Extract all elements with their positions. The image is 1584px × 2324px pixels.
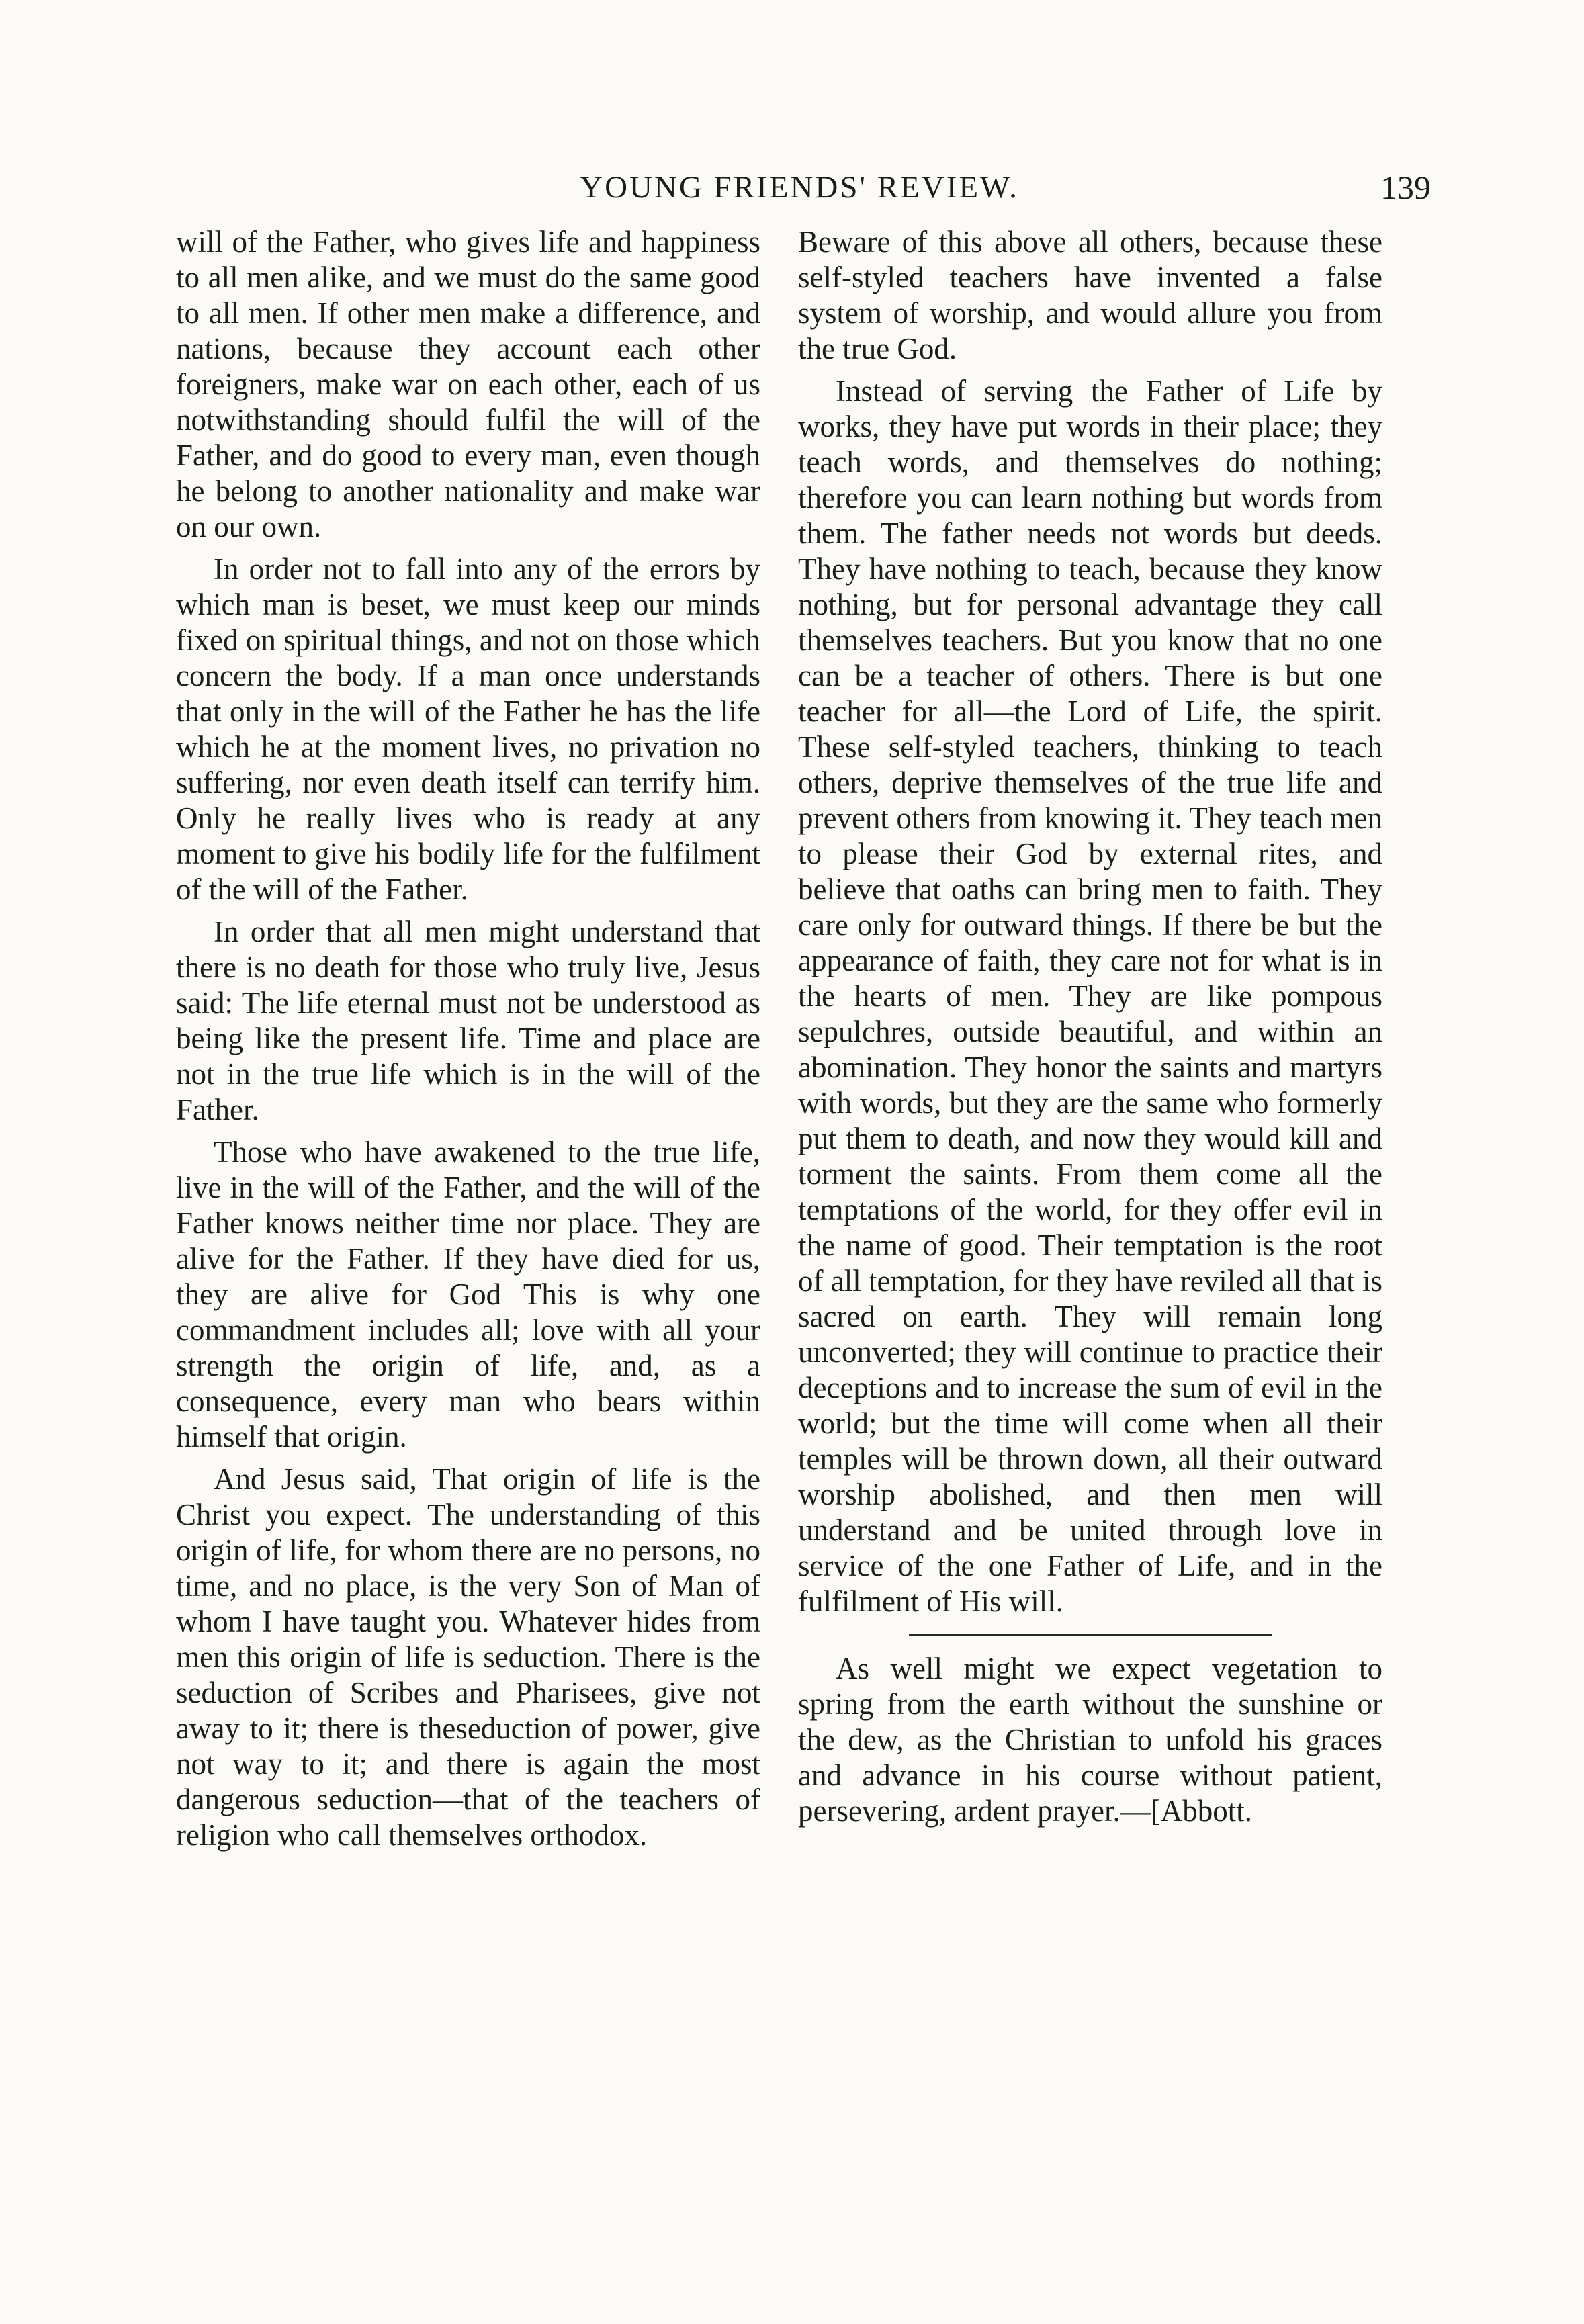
section-divider (909, 1634, 1272, 1636)
paragraph: And Jesus said, That origin of life is the Christ you expect. The understanding of this origin of life, for whom there are no persons, no time, and no place, is the very Son of Man of whom I have taught you. Whatever hides from men this origin of life is seduction. There is the seduction of Scribes and Pharisees, give not away to it; there is theseduction of power, give not way to it; and there is again the most dangerous seduction—that of the teachers of religion who call themselves orthodox. (176, 1462, 760, 1852)
closing-quote (798, 1651, 1382, 1829)
paragraph: Beware of this above all others, because these self-styled teachers have invented a false system of worship, and would allure you from the true God. (798, 225, 1382, 365)
right-column (798, 224, 1382, 1829)
paragraph: In order not to fall into any of the errors by which man is beset, we must keep our minds fixed on spiritual things, and not on those which concern the body. If a man once understands that only in the will of the Father he has the life which he at the moment lives, no privation no suffering, nor even death itself can terrify him. Only he really lives who is ready at any moment to give his bodily life for the fulfilment of the will of the Father. (176, 552, 760, 906)
page-header (168, 164, 1431, 211)
paragraph: will of the Father, who gives life and happiness to all men alike, and we must do the same good to all men. If other men make a difference, and nations, because they account each other foreigners, make war on each other, each of us notwithstanding should fulfil the will of the Father, and do good to every man, even though he belong to another nationality and make war on our own. (176, 225, 760, 543)
left-column (176, 224, 760, 1853)
quote-text: As well might we expect vegetation to spring from the earth without the sunshine or the dew, as the Christian to unfold his graces and advance in his course without patient, persevering, ardent prayer. (798, 1652, 1382, 1828)
paragraph: In order that all men might understand that there is no death for those who truly live, Jesus said: The life eternal must not be understood as being like the present life. Time and place are not in the true life which is in the will of the Father. (176, 915, 760, 1126)
paragraph: Those who have awakened to the true life, live in the will of the Father, and the will of the Father knows neither time nor place. They are alive for the Father. If they have died for us, they are alive for God This is why one commandment includes all; love with all your strength the origin of life, and, as a consequence, every man who bears within himself that origin. (176, 1135, 760, 1454)
paragraph: Instead of serving the Father of Life by works, they have put words in their place; they teach words, and themselves do nothing; therefore you can learn nothing but words from them. The father needs not words but deeds. They have nothing to teach, because they know nothing, but for personal advantage they call themselves teachers. But you know that no one can be a teacher of others. There is but one teacher for all—the Lord of Life, the spirit. These self-styled teachers, thinking to teach others, deprive themselves of the true life and prevent others from knowing it. They teach men to please their God by external rites, and believe that oaths can bring men to faith. They care only for outward things. If there be but the appearance of faith, they care not for what is in the hearts of men. They are like pompous sepulchres, outside beautiful, and within an abomination. They honor the saints and martyrs with words, but they are the same who formerly put them to death, and now they would kill and torment the saints. From them come all the temptations of the world, for they offer evil in the name of good. Their temptation is the root of all temptation, for they have reviled all that is sacred on earth. They will remain long unconverted; they will continue to practice their deceptions and to increase the sum of evil in the world; but the time will come when all their temples will be thrown down, all their outward worship abolished, and then men will understand and be united through love in service of the one Father of Life, and in the fulfilment of His will. (798, 374, 1382, 1618)
quote-attribution: —[Abbott. (1120, 1794, 1253, 1828)
running-title: YOUNG FRIENDS' REVIEW. (580, 170, 1019, 205)
page-number: 139 (1380, 169, 1431, 206)
